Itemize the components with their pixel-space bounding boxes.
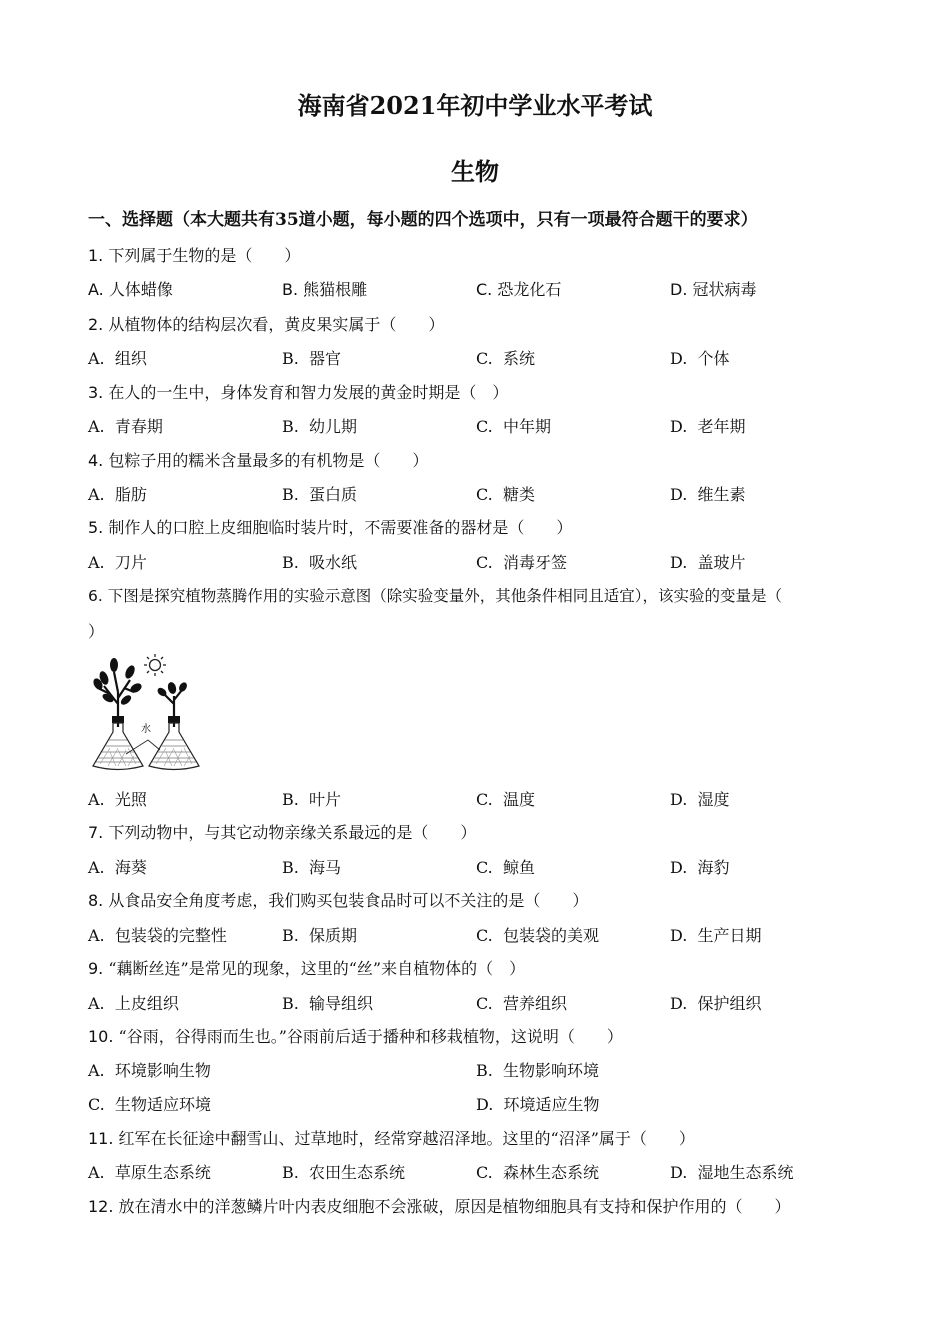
question-4-options: [88, 482, 868, 506]
question-1-options: [88, 277, 868, 301]
option-c: C. 中年期: [476, 417, 551, 436]
option-b: B. 海马: [282, 858, 342, 877]
option-c: C. 消毒牙签: [476, 553, 567, 572]
option-d: D. 湿度: [670, 790, 730, 809]
left-stopper: [112, 716, 124, 723]
question-10-options-row-2: [88, 1092, 868, 1116]
right-stopper: [168, 716, 180, 723]
option-c: C. 恐龙化石: [476, 280, 562, 299]
question-2: 2. 从植物体的结构层次看，黄皮果实属于（ ）: [88, 315, 445, 334]
option-d: D. 湿地生态系统: [670, 1163, 794, 1182]
question-8: 8. 从食品安全角度考虑，我们购买包装食品时可以不关注的是（ ）: [88, 891, 589, 910]
question-11: 11. 红军在长征途中翻雪山、过草地时，经常穿越沼泽地。这里的“沼泽”属于（ ）: [88, 1129, 695, 1148]
option-c: C. 温度: [476, 790, 535, 809]
option-b: B. 叶片: [282, 790, 342, 809]
option-b: B. 生物影响环境: [476, 1061, 600, 1080]
option-d: D. 生产日期: [670, 926, 762, 945]
option-a: A. 上皮组织: [88, 994, 179, 1013]
option-c: C. 系统: [476, 349, 535, 368]
option-d: D. 盖玻片: [670, 553, 746, 572]
option-b: B. 农田生态系统: [282, 1163, 406, 1182]
subject-title: 生物: [451, 157, 499, 186]
option-a: A. 脂肪: [88, 485, 147, 504]
question-4: 4. 包粽子用的糯米含量最多的有机物是（ ）: [88, 451, 429, 470]
question-3: 3. 在人的一生中，身体发育和智力发展的黄金时期是（ ）: [88, 383, 509, 402]
option-d: D. 老年期: [670, 417, 746, 436]
question-3-options: [88, 414, 868, 438]
question-6: 6. 下图是探究植物蒸腾作用的实验示意图（除实验变量外，其他条件相同且适宜），该实验的变量是（: [88, 587, 782, 605]
left-flask: [93, 723, 143, 770]
question-1: 1. 下列属于生物的是（ ）: [88, 246, 301, 265]
question-2-options: [88, 346, 868, 370]
option-c: C. 营养组织: [476, 994, 567, 1013]
question-7-options: [88, 855, 868, 879]
question-9-options: [88, 991, 868, 1015]
option-d: D. 维生素: [670, 485, 746, 504]
sun-icon: [144, 654, 166, 676]
option-d: D. 保护组织: [670, 994, 762, 1013]
option-b: B. 熊猫根雕: [282, 280, 368, 299]
transpiration-experiment-figure: [88, 652, 248, 777]
option-a: A. 组织: [88, 349, 147, 368]
question-5: 5. 制作人的口腔上皮细胞临时装片时，不需要准备的器材是（ ）: [88, 518, 573, 537]
question-6-options: [88, 787, 868, 811]
question-5-options: [88, 550, 868, 574]
option-c: C. 包装袋的美观: [476, 926, 599, 945]
option-b: B. 蛋白质: [282, 485, 358, 504]
option-b: B. 器官: [282, 349, 342, 368]
option-b: B. 保质期: [282, 926, 358, 945]
option-d: D. 环境适应生物: [476, 1095, 600, 1114]
option-a: A. 光照: [88, 790, 147, 809]
option-d: D. 个体: [670, 349, 730, 368]
option-a: A. 刀片: [88, 553, 147, 572]
option-c: C. 生物适应环境: [88, 1095, 211, 1114]
section-heading: 一、选择题（本大题共有35道小题，每小题的四个选项中，只有一项最符合题干的要求）: [88, 210, 758, 230]
option-d: D. 冠状病毒: [670, 280, 757, 299]
question-10-options-row-1: [88, 1058, 868, 1082]
option-a: A. 海葵: [88, 858, 147, 877]
option-b: B. 输导组织: [282, 994, 374, 1013]
question-7: 7. 下列动物中，与其它动物亲缘关系最远的是（ ）: [88, 823, 477, 842]
question-12: 12. 放在清水中的洋葱鳞片叶内表皮细胞不会涨破，原因是植物细胞具有支持和保护作用的（ ）: [88, 1197, 791, 1216]
option-c: C. 鲸鱼: [476, 858, 535, 877]
water-label: 水: [141, 724, 151, 735]
option-a: A. 草原生态系统: [88, 1163, 211, 1182]
option-b: B. 幼儿期: [282, 417, 358, 436]
option-a: A. 人体蜡像: [88, 280, 173, 299]
option-b: B. 吸水纸: [282, 553, 358, 572]
option-c: C. 森林生态系统: [476, 1163, 599, 1182]
option-a: A. 青春期: [88, 417, 163, 436]
question-10: 10. “谷雨，谷得雨而生也。”谷雨前后适于播种和移栽植物，这说明（ ）: [88, 1027, 623, 1046]
question-8-options: [88, 923, 868, 947]
option-d: D. 海豹: [670, 858, 730, 877]
option-a: A. 环境影响生物: [88, 1061, 211, 1080]
exam-title: 海南省2021年初中学业水平考试: [297, 91, 653, 120]
option-a: A. 包装袋的完整性: [88, 926, 227, 945]
question-9: 9. “藕断丝连”是常见的现象，这里的“丝”来自植物体的（ ）: [88, 959, 526, 978]
question-11-options: [88, 1160, 868, 1184]
option-c: C. 糖类: [476, 485, 535, 504]
right-flask: [149, 723, 199, 770]
question-6-continuation: ）: [88, 622, 105, 641]
